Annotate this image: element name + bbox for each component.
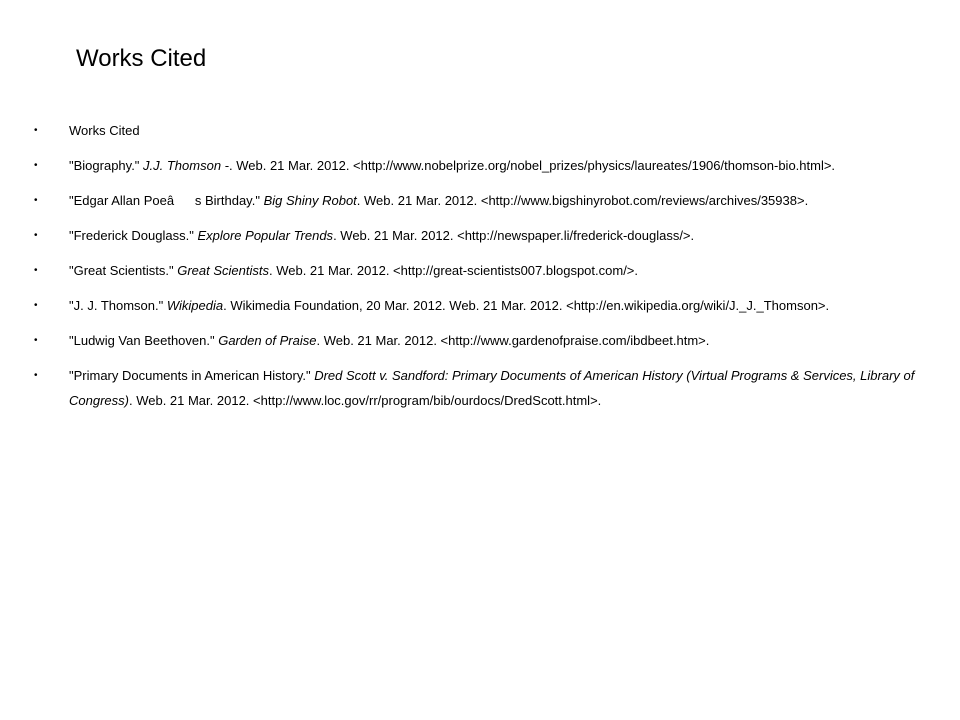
citation-item (34, 363, 934, 413)
citation-title: "Great Scientists." (69, 263, 178, 278)
citation-details: . Web. 21 Mar. 2012. <http://www.gardenofpraise.com/ibdbeet.htm>. (316, 333, 710, 348)
bullet-icon: • (34, 195, 38, 206)
bullet-icon: • (34, 125, 38, 136)
citation-details: . Web. 21 Mar. 2012. <http://newspaper.li/frederick-douglass/>. (333, 228, 695, 243)
citation-title: "Primary Documents in American History." (69, 368, 315, 383)
bullet-icon: • (34, 265, 38, 276)
citation-source: Big Shiny Robot (263, 193, 357, 208)
citation-list (34, 118, 934, 423)
citation-details: . Web. 21 Mar. 2012. <http://www.bigshinyrobot.com/reviews/archives/35938>. (356, 193, 809, 208)
page-title: Works Cited (76, 45, 207, 72)
citation-title: "Biography." (69, 158, 144, 173)
citation-title: "J. J. Thomson." (69, 298, 167, 313)
citation-source: J.J. Thomson - (143, 158, 229, 173)
citation-title: "Ludwig Van Beethoven." (69, 333, 219, 348)
citation-source: Dred Scott v. Sandford: Primary Documents of American History (Virtual Programs & Services, Library of Congress) (69, 368, 915, 408)
citation-item (34, 188, 934, 213)
bullet-icon: • (34, 370, 38, 381)
citation-item (34, 153, 934, 178)
bullet-icon: • (34, 300, 38, 311)
citation-title: Works Cited (69, 123, 140, 138)
citation-item (34, 293, 934, 318)
bullet-icon: • (34, 230, 38, 241)
citation-title: "Edgar Allan Poeâs Birthday." (69, 193, 264, 208)
citation-source: Great Scientists (177, 263, 269, 278)
citation-details: . Web. 21 Mar. 2012. <http://www.nobelprize.org/nobel_prizes/physics/laureates/1906/thomson-bio.html>. (229, 158, 836, 173)
citation-item (34, 258, 934, 283)
bullet-icon: • (34, 335, 38, 346)
citation-details: . Web. 21 Mar. 2012. <http://www.loc.gov/rr/program/bib/ourdocs/DredScott.html>. (128, 393, 602, 408)
citation-item (34, 223, 934, 248)
bullet-icon: • (34, 160, 38, 171)
citation-item (34, 118, 934, 143)
citation-source: Wikipedia (166, 298, 224, 313)
citation-details: . Wikimedia Foundation, 20 Mar. 2012. Web. 21 Mar. 2012. <http://en.wikipedia.org/wiki/J._J._Thomson>. (223, 298, 830, 313)
citation-source: Explore Popular Trends (197, 228, 334, 243)
citation-source: Garden of Praise (218, 333, 317, 348)
citation-details: . Web. 21 Mar. 2012. <http://great-scientists007.blogspot.com/>. (268, 263, 639, 278)
citation-title: "Frederick Douglass." (69, 228, 198, 243)
citation-item (34, 328, 934, 353)
